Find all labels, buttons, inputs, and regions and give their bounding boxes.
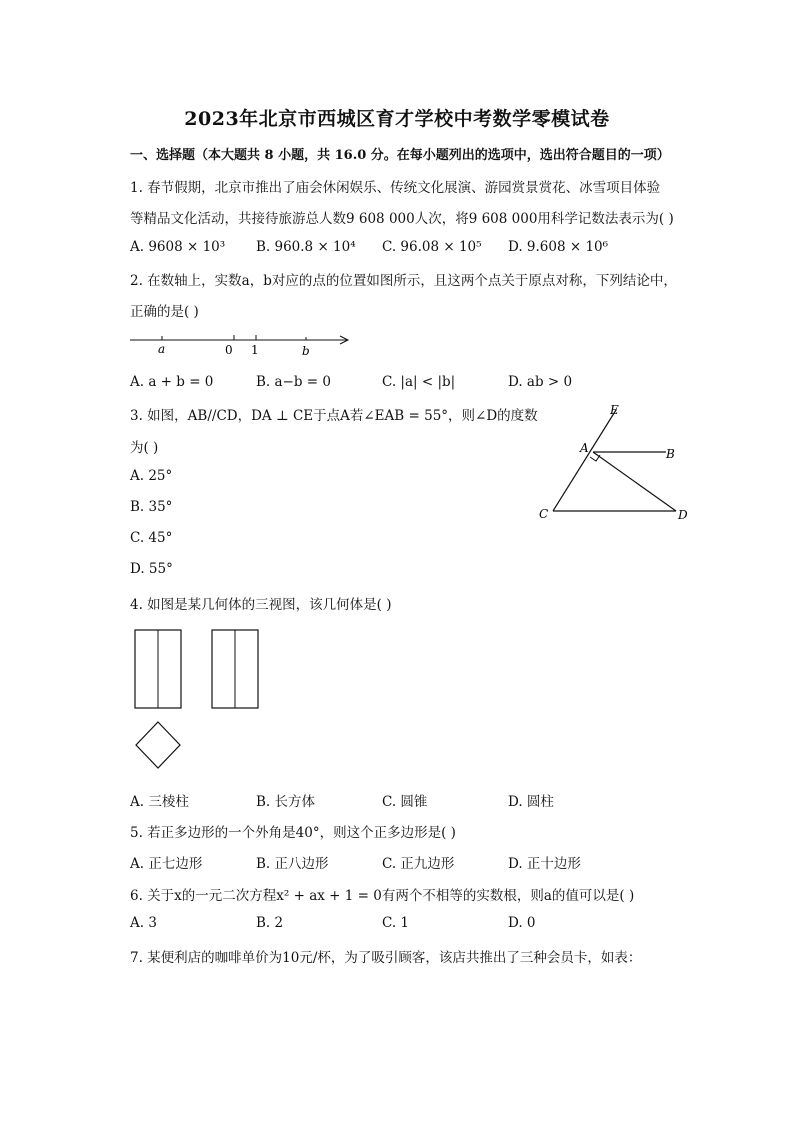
line-ad (593, 452, 676, 511)
q1-option-d: D. 9.608 × 10⁶ (508, 239, 609, 255)
axis-label-0: 0 (225, 343, 233, 357)
q1-option-a: A. 9608 × 10³ (130, 239, 226, 255)
q5-option-c: C. 正九边形 (382, 856, 455, 872)
q3-option-d: D. 55° (130, 561, 173, 577)
q6-option-b: B. 2 (256, 915, 284, 931)
q2-option-d: D. ab > 0 (508, 374, 573, 390)
q5-option-a: A. 正七边形 (130, 856, 203, 872)
point-label-e: E (610, 403, 619, 417)
point-label-a: A (580, 441, 589, 455)
q5-line1: 5. 若正多边形的一个外角是40°，则这个正多边形是( ) (130, 825, 456, 841)
q1-option-b: B. 960.8 × 10⁴ (256, 239, 356, 255)
q5-option-d: D. 正十边形 (508, 856, 581, 872)
q3-line2: 为( ) (130, 440, 159, 456)
q3-option-b: B. 35° (130, 499, 173, 515)
q1-line2: 等精品文化活动，共接待旅游总人数9 608 000人次，将9 608 000用科学记数法表示为( ) (130, 211, 674, 227)
q2-line2: 正确的是( ) (130, 304, 199, 320)
q2-option-b: B. a−b = 0 (256, 374, 331, 390)
axis-label-a: a (158, 342, 166, 356)
q6-line1: 6. 关于x的一元二次方程x² + ax + 1 = 0有两个不相等的实数根，则a的值可以是( ) (130, 888, 635, 904)
q2-option-c: C. |a| < |b| (382, 374, 456, 390)
line-ec (553, 410, 616, 511)
axis-label-b: b (302, 344, 310, 358)
q1-line1: 1. 春节假期，北京市推出了庙会休闲娱乐、传统文化展演、游园赏景赏花、冰雪项目体验 (130, 180, 661, 196)
point-label-b: B (666, 447, 675, 461)
q1-option-c: C. 96.08 × 10⁵ (382, 239, 482, 255)
q5-option-b: B. 正八边形 (256, 856, 329, 872)
top-view (136, 722, 180, 768)
page-title: 2023年北京市西城区育才学校中考数学零模试卷 (184, 108, 610, 130)
section-heading: 一、选择题（本大题共 8 小题，共 16.0 分。在每小题列出的选项中，选出符合题目的一项） (130, 148, 670, 163)
q4-option-d: D. 圆柱 (508, 794, 554, 810)
q4-option-c: C. 圆锥 (382, 794, 428, 810)
q6-option-c: C. 1 (382, 915, 410, 931)
point-label-d: D (678, 508, 688, 522)
q3-option-c: C. 45° (130, 530, 173, 546)
q2-line1: 2. 在数轴上，实数a，b对应的点的位置如图所示，且这两个点关于原点对称，下列结论中， (130, 273, 677, 289)
q4-option-b: B. 长方体 (256, 794, 316, 810)
q4-option-a: A. 三棱柱 (130, 794, 189, 810)
q3-option-a: A. 25° (130, 468, 173, 484)
q6-option-a: A. 3 (130, 915, 157, 931)
geometry-figure (530, 400, 700, 530)
three-view-figure (128, 626, 268, 772)
q4-line1: 4. 如图是某几何体的三视图，该几何体是( ) (130, 597, 392, 613)
q7-line1: 7. 某便利店的咖啡单价为10元/杯，为了吸引顾客，该店共推出了三种会员卡，如表： (130, 950, 642, 966)
q6-option-d: D. 0 (508, 915, 536, 931)
number-line-figure (126, 328, 356, 360)
point-label-c: C (539, 507, 549, 521)
q3-line1: 3. 如图，AB//CD，DA ⊥ CE于点A若∠EAB = 55°，则∠D的度数 (130, 408, 538, 424)
q2-option-a: A. a + b = 0 (130, 374, 214, 390)
axis-label-1: 1 (251, 343, 259, 357)
